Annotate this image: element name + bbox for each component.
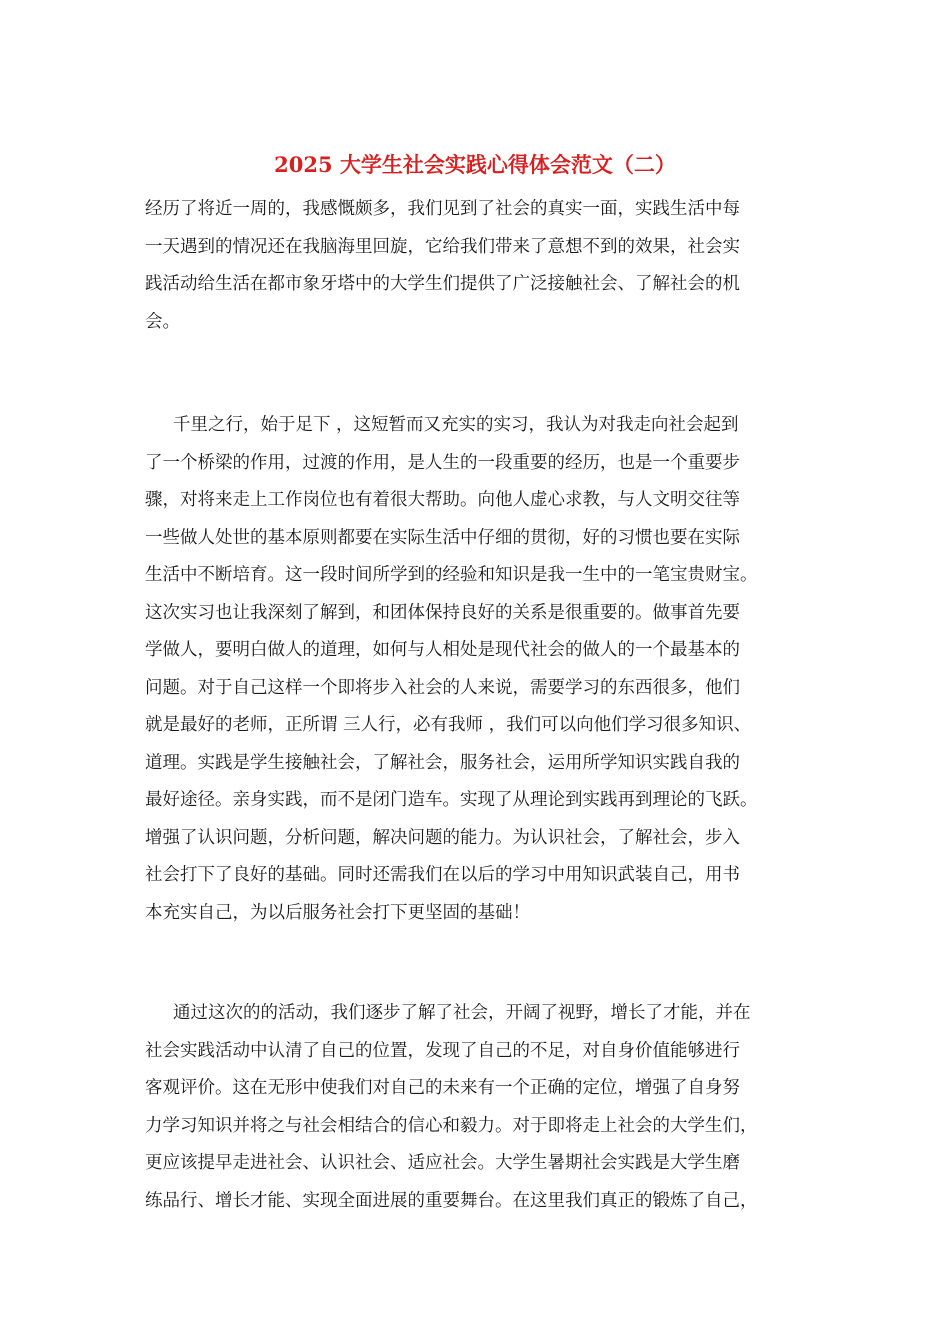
paragraph-line: 更应该提早走进社会、认识社会、适应社会。大学生暑期社会实践是大学生磨 [145, 1153, 740, 1173]
paragraph-line: 一些做人处世的基本原则都要在实际生活中仔细的贯彻，好的习惯也要在实际 [145, 527, 740, 548]
paragraph-line: 增强了认识问题，分析问题，解决问题的能力。为认识社会，了解社会，步入 [145, 827, 740, 848]
paragraph-line: 本充实自己，为以后服务社会打下更坚固的基础！ [145, 902, 530, 923]
paragraph-line: 问题。对于自己这样一个即将步入社会的人来说，需要学习的东西很多，他们 [145, 677, 740, 698]
paragraph-line: 这次实习也让我深刻了解到，和团体保持良好的关系是很重要的。做事首先要 [145, 602, 740, 623]
paragraph-line: 客观评价。这在无形中使我们对自己的未来有一个正确的定位，增强了自身努 [145, 1078, 740, 1098]
paragraph-line: 了一个桥梁的作用，过渡的作用，是人生的一段重要的经历，也是一个重要步 [145, 452, 740, 473]
paragraph-line: 最好途径。亲身实践，而不是闭门造车。实现了从理论到实践再到理论的飞跃。 [145, 790, 758, 810]
paragraph-line: 生活中不断培育。这一段时间所学到的经验和知识是我一生中的一笔宝贵财宝。 [145, 565, 758, 585]
paragraph-line: 通过这次的的活动，我们逐步了解了社会，开阔了视野，增长了才能，并在 [173, 1003, 751, 1023]
document-title: 2025 大学生社会实践心得体会范文（二） [274, 152, 676, 177]
paragraph-line: 社会实践活动中认清了自己的位置，发现了自己的不足，对自身价值能够进行 [145, 1040, 740, 1061]
paragraph-line: 经历了将近一周的，我感慨颇多，我们见到了社会的真实一面，实践生活中每 [145, 199, 740, 219]
paragraph-line: 社会打下了良好的基础。同时还需我们在以后的学习中用知识武装自己，用书 [145, 865, 740, 885]
paragraph-line: 学做人，要明白做人的道理，如何与人相处是现代社会的做人的一个最基本的 [145, 640, 740, 660]
paragraph-line: 道理。实践是学生接触社会，了解社会，服务社会，运用所学知识实践自我的 [145, 752, 740, 773]
paragraph-line: 一天遇到的情况还在我脑海里回旋，它给我们带来了意想不到的效果，社会实 [145, 236, 740, 257]
paragraph-3 [145, 995, 810, 1220]
paragraph-line: 力学习知识并将之与社会相结合的信心和毅力。对于即将走上社会的大学生们， [145, 1115, 758, 1136]
paragraph-line: 践活动给生活在都市象牙塔中的大学生们提供了广泛接触社会、了解社会的机 [145, 274, 740, 294]
paragraph-2 [145, 407, 810, 932]
paragraph-line: 骤，对将来走上工作岗位也有着很大帮助。向他人虚心求教，与人文明交往等 [145, 490, 740, 510]
paragraph-line: 练品行、增长才能、实现全面进展的重要舞台。在这里我们真正的锻炼了自己， [145, 1190, 758, 1211]
paragraph-line: 就是最好的老师，正所谓 三人行，必有我师 ，我们可以向他们学习很多知识、 [145, 715, 752, 735]
paragraph-line: 会。 [145, 311, 180, 332]
paragraph-1 [145, 191, 810, 341]
paragraph-line: 千里之行，始于足下 ，这短暂而又充实的实习，我认为对我走向社会起到 [173, 415, 739, 435]
